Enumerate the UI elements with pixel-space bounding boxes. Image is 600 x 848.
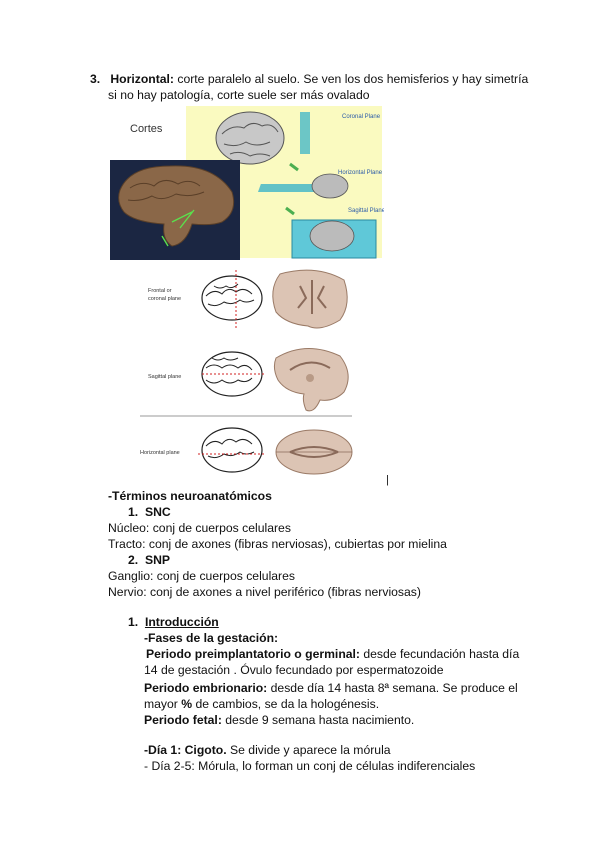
snp-title: SNP — [144, 553, 171, 567]
pre-line-2: 14 de gestación . Óvulo fecundado por espermatozoide — [144, 663, 444, 677]
cursor-mark: | — [386, 474, 389, 486]
figure-cortes — [110, 104, 384, 260]
snc-heading — [128, 505, 171, 520]
dia1-label: -Día 1: Cigoto. — [144, 743, 227, 757]
emb-text-1: desde día 14 hasta 8ª semana. Se produce el — [267, 681, 518, 695]
brain-horizontal-icon — [198, 428, 266, 472]
pre-label: Periodo preimplantatorio o germinal: — [146, 647, 360, 661]
fases-heading: -Fases de la gestación: — [144, 631, 279, 645]
terms-heading: -Términos neuroanatómicos — [108, 489, 272, 503]
coronal-plane-label: Coronal Plane — [342, 114, 381, 120]
brain-top-icon — [202, 352, 264, 396]
section3-text1: corte paralelo al suelo. Se ven los dos hemisferios y hay simetría — [173, 72, 529, 86]
coronal-plane-caption-2: coronal plane — [148, 296, 182, 302]
coronal-plane-caption: Frontal or — [148, 288, 172, 294]
intro-heading — [128, 615, 219, 630]
fetal-text: desde 9 semana hasta nacimiento. — [221, 713, 415, 727]
snp-line-2: Nervio: conj de axones a nivel periférico (fibras nerviosas) — [108, 585, 421, 599]
section3-line1 — [90, 72, 528, 87]
pre-line-1 — [146, 647, 519, 662]
emb-pct: % — [181, 697, 193, 711]
section3-number: 3. — [90, 72, 101, 86]
sagittal-plane-caption: Sagittal plane — [148, 374, 182, 380]
intro-title: Introducción — [144, 615, 219, 629]
snc-title: SNC — [144, 505, 171, 519]
snc-line-2: Tracto: conj de axones (fibras nerviosas), cubiertas por mielina — [108, 537, 447, 551]
snp-heading — [128, 553, 170, 568]
brain-lateral-icon — [202, 270, 262, 328]
dia1-text: Se divide y aparece la mórula — [226, 743, 391, 757]
fetal-line — [144, 713, 414, 728]
pre-text-1: desde fecundación hasta día — [359, 647, 520, 661]
horizontal-section-icon — [276, 430, 352, 474]
emb-line-2 — [144, 697, 379, 712]
emb-line-1 — [144, 681, 518, 696]
sagittal-section-icon — [274, 348, 348, 410]
section3-line2: si no hay patología, corte suele ser más ovalado — [108, 88, 370, 102]
snc-number: 1. — [128, 505, 139, 519]
emb-text-2b: de cambios, se da la hologénesis. — [192, 697, 380, 711]
sagittal-plane-label: Sagittal Plane — [348, 208, 384, 214]
horizontal-plane-label: Horizontal Plane — [338, 170, 383, 176]
emb-label: Periodo embrionario: — [144, 681, 268, 695]
snp-number: 2. — [128, 553, 139, 567]
horizontal-plane-caption: Horizontal plane — [140, 450, 180, 456]
intro-number: 1. — [128, 615, 139, 629]
dia1-line — [144, 743, 391, 758]
section3-heading: Horizontal: — [110, 72, 174, 86]
figure-planes — [140, 262, 356, 480]
fetal-label: Periodo fetal: — [144, 713, 222, 727]
dia25-line: - Día 2-5: Mórula, lo forman un conj de células indiferenciales — [144, 759, 476, 773]
coronal-section-icon — [273, 270, 347, 328]
snp-line-1: Ganglio: conj de cuerpos celulares — [108, 569, 295, 583]
emb-text-2a: mayor — [144, 697, 182, 711]
snc-line-1: Núcleo: conj de cuerpos celulares — [108, 521, 291, 535]
figure-title: Cortes — [130, 123, 163, 135]
